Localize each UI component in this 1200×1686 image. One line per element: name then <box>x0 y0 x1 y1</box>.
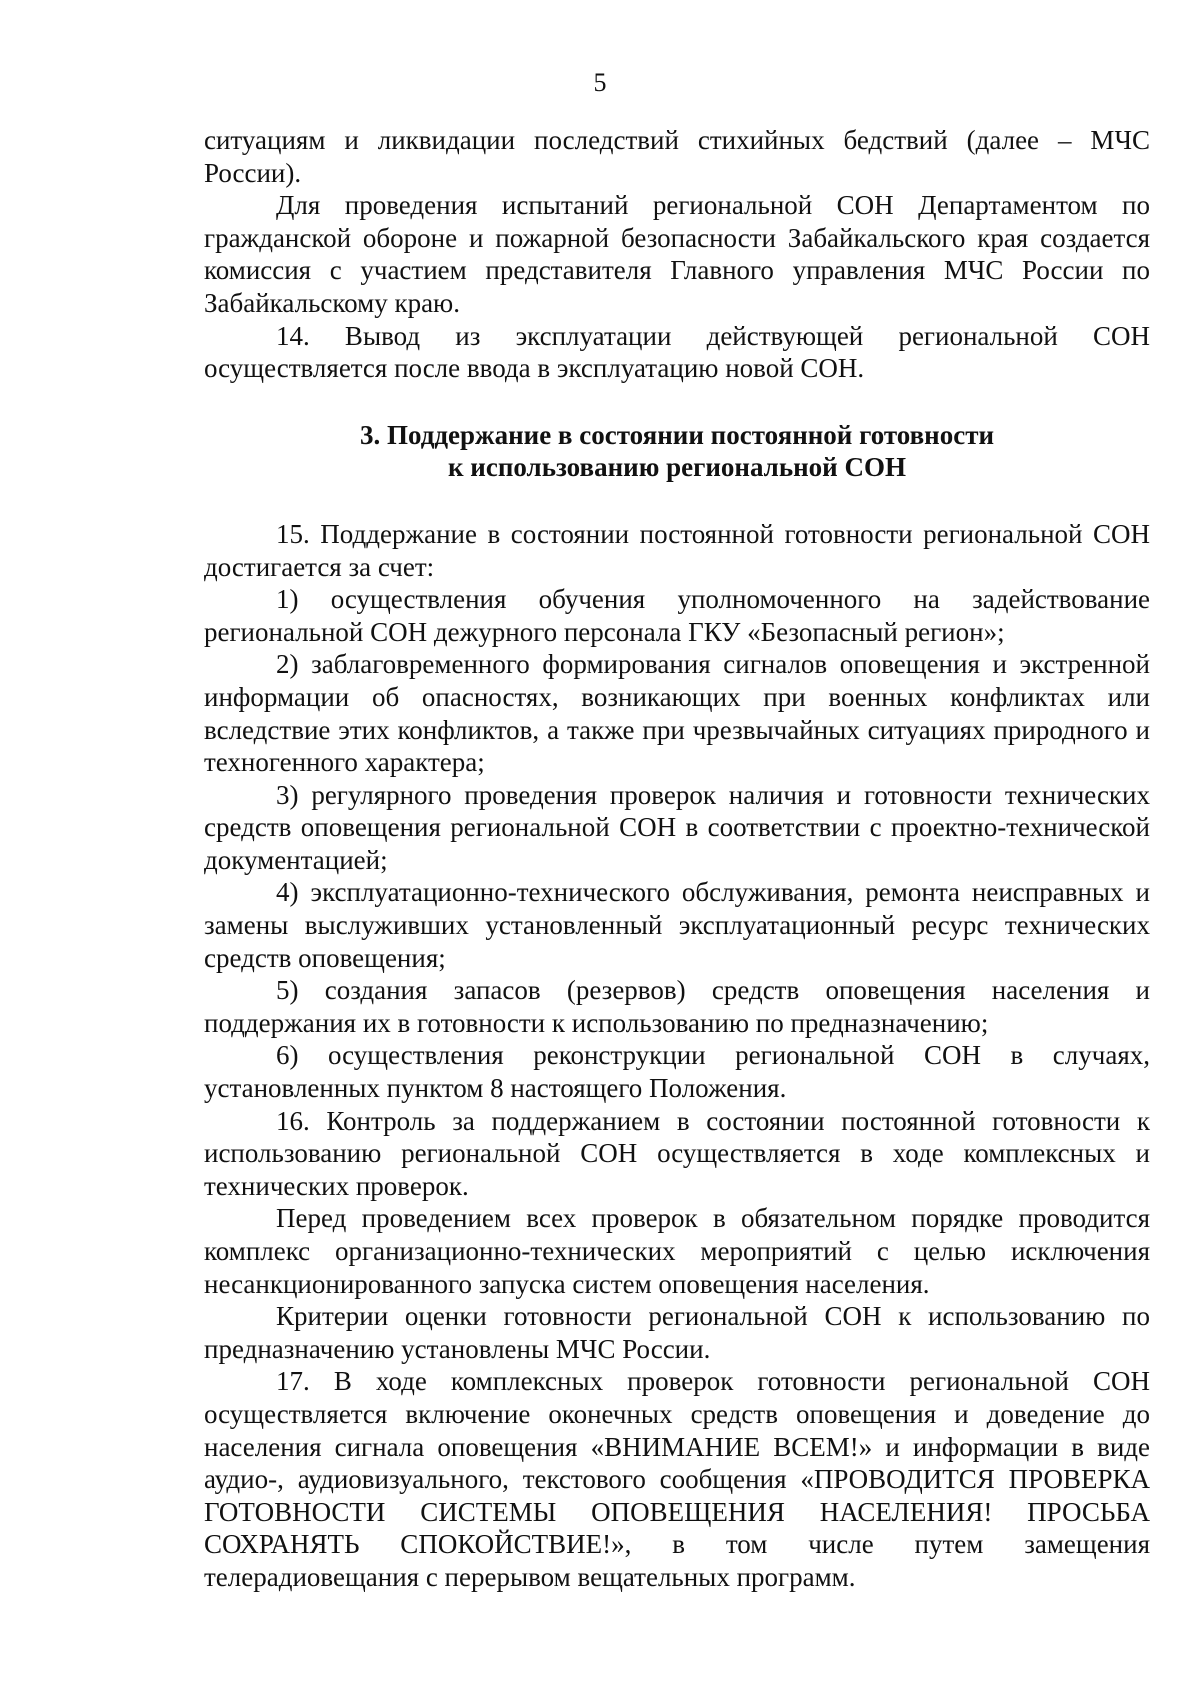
paragraph-item-15: 15. Поддержание в состоянии постоянной готовности региональной СОН достигается за счет: <box>204 518 1150 582</box>
paragraph-item-17: 17. В ходе комплексных проверок готовности региональной СОН осуществляется включение оконечных средств оповещения и доведение до населения сигнала оповещения «ВНИМАНИЕ ВСЕМ!» и информации в виде аудио-, аудиовизуального, текстового сообщения «ПРОВОДИТСЯ ПРОВЕРКА ГОТОВНОСТИ СИСТЕМЫ ОПОВЕЩЕНИЯ НАСЕЛЕНИЯ! ПРОСЬБА СОХРАНЯТЬ СПОКОЙСТВИЕ!», в том числе путем замещения телерадиовещания с перерывом вещательных программ. <box>204 1366 1150 1592</box>
section-title-line-1: 3. Поддержание в состоянии постоянной готовности <box>359 419 995 450</box>
paragraph-continuation: ситуациям и ликвидации последствий стихийных бедствий (далее – МЧС России). <box>204 125 1150 188</box>
paragraph-preparation: Перед проведением всех проверок в обязательном порядке проводится комплекс организационно-технических мероприятий с целью исключения несанкционированного запуска систем оповещения населения. <box>204 1203 1150 1299</box>
document-body <box>204 124 1150 1594</box>
paragraph-subitem-2: 2) заблаговременного формирования сигналов оповещения и экстренной информации об опасностях, возникающих при военных конфликтах или вследствие этих конфликтов, а также при чрезвычайных ситуациях природного и техногенного характера; <box>204 649 1150 778</box>
paragraph-criteria: Критерии оценки готовности региональной СОН к использованию по предназначению установлены МЧС России. <box>204 1301 1150 1364</box>
section-heading <box>204 419 1150 484</box>
paragraph-subitem-1: 1) осуществления обучения уполномоченного на задействование региональной СОН дежурного персонала ГКУ «Безопасный регион»; <box>204 584 1150 647</box>
paragraph-subitem-5: 5) создания запасов (резервов) средств оповещения населения и поддержания их в готовности к использованию по предназначению; <box>204 975 1150 1038</box>
paragraph-commission: Для проведения испытаний региональной СОН Департаментом по гражданской обороне и пожарной безопасности Забайкальского края создается комиссия с участием представителя Главного управления МЧС России по Забайкальскому краю. <box>204 190 1150 318</box>
paragraph-subitem-6: 6) осуществления реконструкции региональной СОН в случаях, установленных пунктом 8 настоящего Положения. <box>204 1040 1150 1104</box>
paragraph-subitem-3: 3) регулярного проведения проверок наличия и готовности технических средств оповещения региональной СОН в соответствии с проектно-технической документацией; <box>204 779 1150 875</box>
page-number: 5 <box>593 68 607 97</box>
paragraph-item-16: 16. Контроль за поддержанием в состоянии постоянной готовности к использованию региональной СОН осуществляется в ходе комплексных и технических проверок. <box>204 1105 1150 1201</box>
section-title-line-2: к использованию региональной СОН <box>448 452 906 483</box>
paragraph-item-14: 14. Вывод из эксплуатации действующей региональной СОН осуществляется после ввода в эксплуатацию новой СОН. <box>204 320 1150 384</box>
paragraph-subitem-4: 4) эксплуатационно-технического обслуживания, ремонта неисправных и замены выслуживших установленный эксплуатационный ресурс технических средств оповещения; <box>204 877 1150 973</box>
